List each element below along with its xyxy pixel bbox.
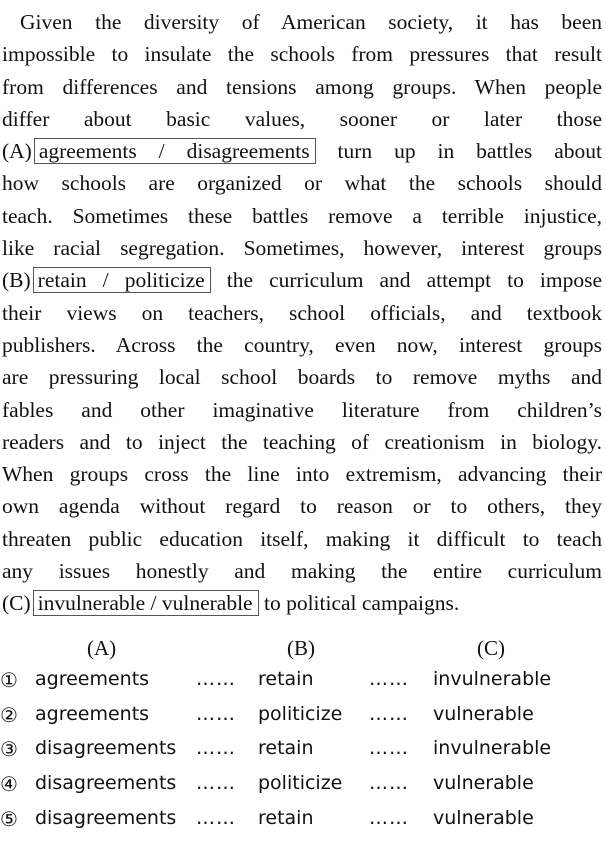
dot-leader: …… <box>369 737 409 759</box>
option-c-word: vulnerable <box>433 772 534 794</box>
blank-b-following-text: the curriculum and attempt to impose <box>226 268 602 293</box>
option-b-word: retain <box>258 737 314 759</box>
passage-line: are pressuring local school boards to remove myths and <box>2 365 602 390</box>
dot-leader: …… <box>369 772 409 794</box>
option-number: ② <box>0 703 18 727</box>
option-row-3[interactable] <box>0 737 606 767</box>
blank-c-choice-box: invulnerable / vulnerable <box>33 590 259 616</box>
option-a-word: disagreements <box>35 772 177 794</box>
passage-line: from differences and tensions among groups. When people <box>2 74 602 99</box>
blank-c-label: (C) <box>2 591 31 616</box>
column-header-c: (C) <box>477 636 505 660</box>
option-number: ① <box>0 668 18 692</box>
option-number: ④ <box>0 772 18 796</box>
option-number: ⑤ <box>0 807 18 831</box>
option-b-word: retain <box>258 807 314 829</box>
passage-line: threaten public education itself, making it difficult to teach <box>2 526 602 551</box>
blank-a-label: (A) <box>2 139 32 164</box>
blank-b-label: (B) <box>2 268 31 293</box>
dot-leader: …… <box>196 668 236 690</box>
dot-leader: …… <box>196 737 236 759</box>
passage <box>2 6 602 620</box>
passage-line: readers and to inject the teaching of creationism in biology. <box>2 429 602 454</box>
option-a-word: disagreements <box>35 807 177 829</box>
option-b-word: retain <box>258 668 314 690</box>
dot-leader: …… <box>196 703 236 725</box>
column-header-a: (A) <box>87 636 117 660</box>
option-row-5[interactable] <box>0 807 606 837</box>
option-c-word: invulnerable <box>433 668 552 690</box>
passage-line: fables and other imaginative literature from children’s <box>2 397 602 422</box>
passage-line: how schools are organized or what the schools should <box>2 171 602 196</box>
passage-line-blank-a <box>2 135 602 167</box>
dot-leader: …… <box>196 772 236 794</box>
option-number: ③ <box>0 737 18 761</box>
passage-line: their views on teachers, school officials, and textbook <box>2 300 602 325</box>
option-c-word: vulnerable <box>433 807 534 829</box>
option-b-word: politicize <box>258 772 343 794</box>
option-a-word: disagreements <box>35 737 177 759</box>
blank-a-choice-box: agreements / disagreements <box>34 138 316 164</box>
option-a-word: agreements <box>35 703 150 725</box>
option-b-word: politicize <box>258 703 343 725</box>
option-row-2[interactable] <box>0 703 606 733</box>
blank-c-following-text: to political campaigns. <box>263 591 460 616</box>
option-row-1[interactable] <box>0 668 606 698</box>
passage-line: like racial segregation. Sometimes, however, interest groups <box>2 236 602 261</box>
option-a-word: agreements <box>35 668 150 690</box>
option-c-word: vulnerable <box>433 703 534 725</box>
passage-line: any issues honestly and making the entire curriculum <box>2 559 602 584</box>
dot-leader: …… <box>369 703 409 725</box>
passage-line: Given the diversity of American society, it has been <box>20 10 602 34</box>
passage-line: When groups cross the line into extremism, advancing their <box>2 462 602 487</box>
dot-leader: …… <box>369 668 409 690</box>
dot-leader: …… <box>196 807 236 829</box>
passage-line: publishers. Across the country, even now, interest groups <box>2 332 602 357</box>
passage-line-blank-c <box>2 587 602 619</box>
passage-line: impossible to insulate the schools from pressures that result <box>2 42 602 67</box>
column-header-b: (B) <box>287 636 315 660</box>
blank-b-choice-box: retain / politicize <box>33 267 211 293</box>
passage-line: teach. Sometimes these battles remove a terrible injustice, <box>2 203 602 228</box>
option-c-word: invulnerable <box>433 737 552 759</box>
option-row-4[interactable] <box>0 772 606 802</box>
passage-line: differ about basic values, sooner or later those <box>2 106 602 131</box>
passage-line: own agenda without regard to reason or to others, they <box>2 494 602 519</box>
dot-leader: …… <box>369 807 409 829</box>
blank-a-following-text: turn up in battles about <box>337 139 602 164</box>
passage-line-blank-b <box>2 264 602 296</box>
